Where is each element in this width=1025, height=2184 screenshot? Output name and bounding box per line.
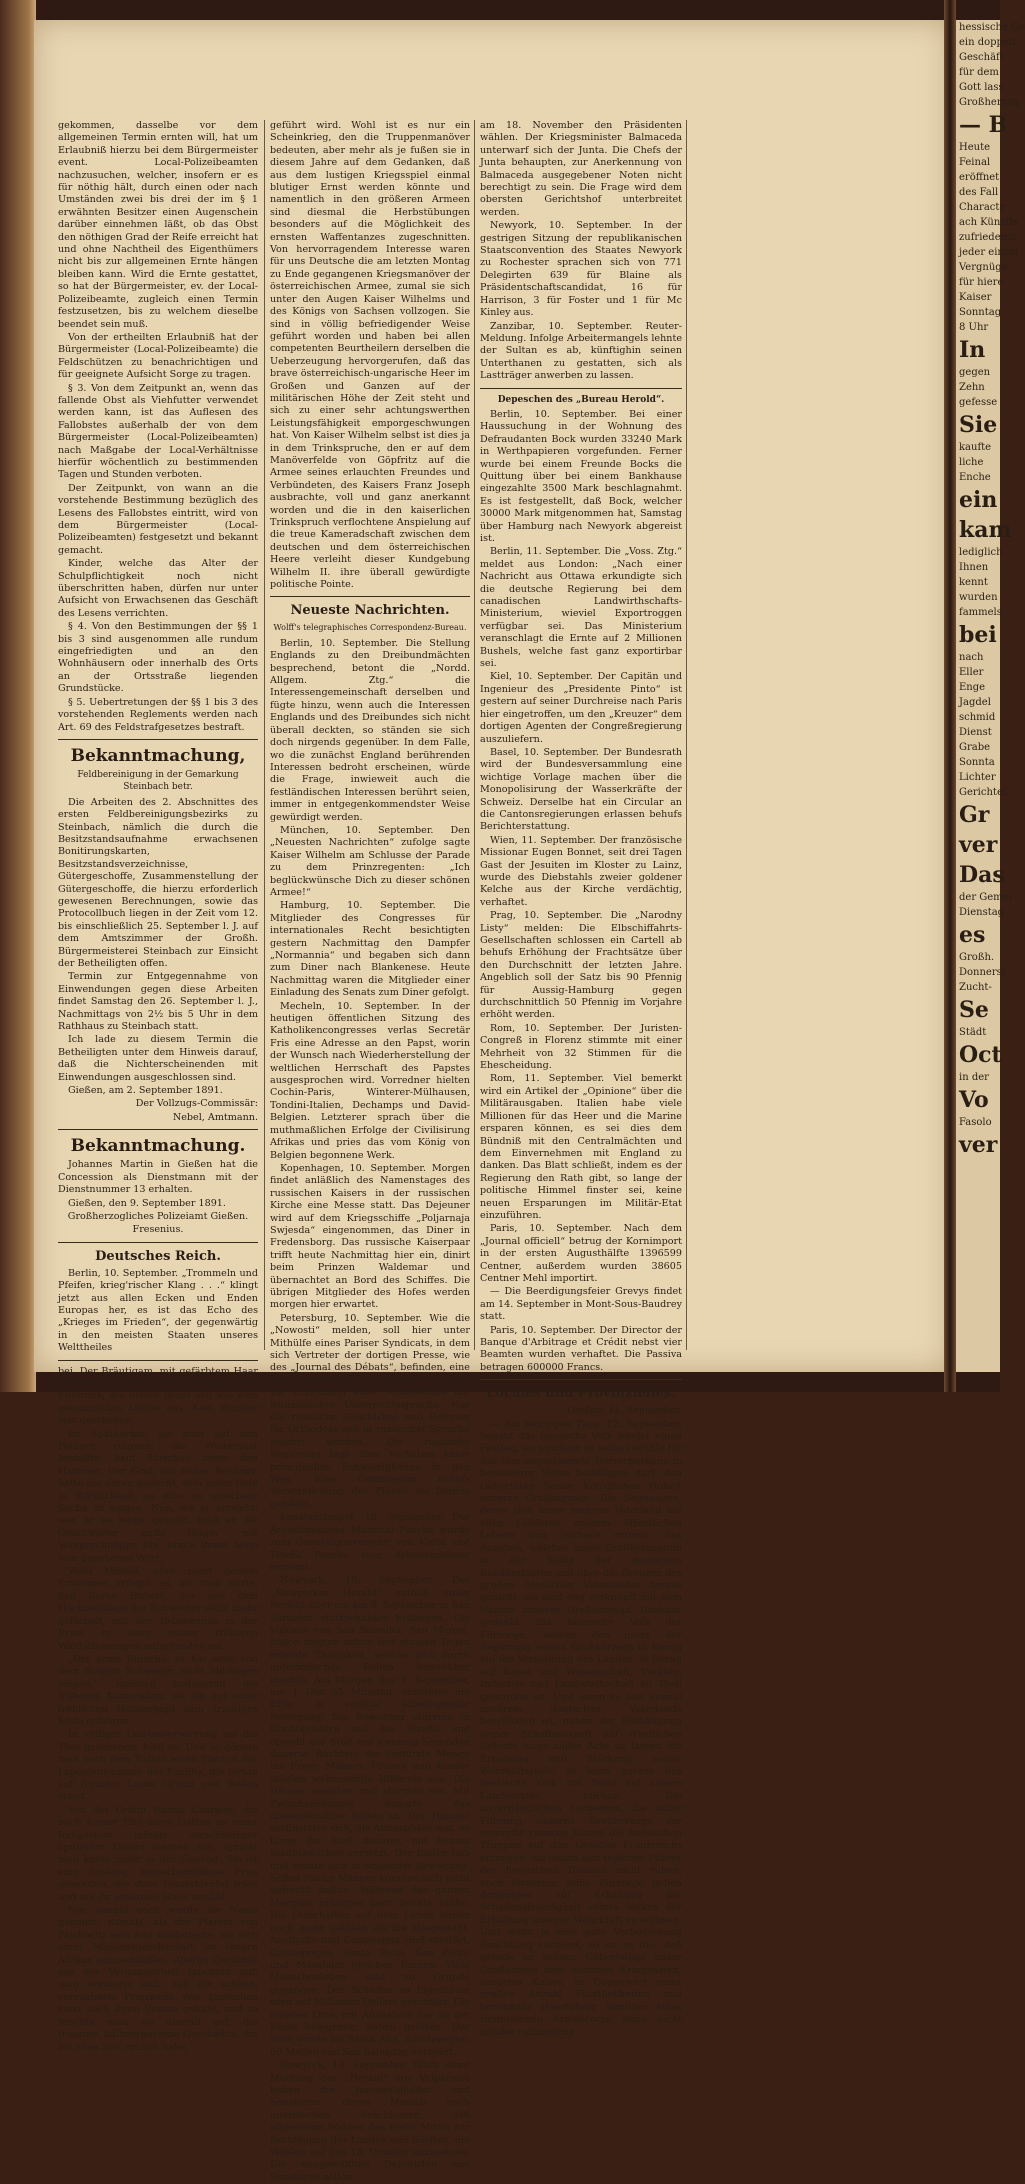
adjacent-page-fragment: Das: [959, 862, 1005, 888]
news-item: Rom, 11. September. Viel bemerkt wird ein Artikel der „Opinione“ über die Militärausgaben. Italien habe viele Millionen für das Heer und die Marine ersparen können, es sei dies dem Bündniß mit den Centralmächten und dem Einvernehmen mit England zu danken. Das Blatt schließt, indem es der Regierung den Rath gibt, so lange der politische Himmel finster sei, keine neuen Ersparungen im Militär-Etat einzuführen.: [480, 1073, 682, 1221]
adjacent-page-fragment: ver: [959, 1132, 998, 1158]
column-2: [270, 120, 470, 2183]
divider: [58, 1129, 258, 1130]
dateline: Gießen, 11. September.: [567, 1405, 682, 1417]
news-item: Berlin, 10. September. Bei einer Haussuchung in der Wohnung des Defraudanten Bock wurden 33240 Mark in Werthpapieren vorgefunden. Ferner wurde bei einem Freunde Bocks die Quittung über bei einem Bankhause eingezahlte 3500 Mark beschlagnahmt. Es ist festgestellt, daß Bock, welcher 30000 Mark mitgenommen hat, Samstag über Hamburg nach Newyork abgereist ist.: [480, 408, 682, 544]
adjacent-page-fragment: Großh.: [959, 952, 995, 963]
adjacent-page-edge: [956, 20, 1025, 1372]
news-item: Zanzibar, 10. September. Reuter-Meldung. Infolge Arbeitermangels lehnte der Sultan es ab, künftighin seinen Unterthanen zu gestatten, sich als Lastträger anwerben zu lassen.: [480, 320, 682, 382]
adjacent-page-fragment: gegen: [959, 367, 991, 378]
column-3: [480, 120, 682, 2038]
dateline: Gießen, den 9. September 1891.: [68, 1197, 226, 1209]
adjacent-page-fragment: Heute: [959, 142, 991, 153]
adjacent-page-fragment: ver: [959, 832, 998, 858]
adjacent-page-fragment: Characte: [959, 202, 1006, 213]
adjacent-page-fragment: für hiere: [959, 277, 1004, 288]
adjacent-page-fragment: hessische Ge: [959, 22, 1025, 33]
paragraph: gekommen, dasselbe vor dem allgemeinen Termin ernten will, hat um Erlaubniß hierzu bei dem Bürgermeister event. Local-Polizeibeamten nachzusuchen, welcher, insofern er es für nöthig hält, durch einen oder nach Umständen zwei bis drei der im § 1 erwähnten Besitzer einen Augenschein darüber einnehmen läßt, ob das Obst den nöthigen Grad der Reife erreicht hat und ohne Nachtheil des Eigenthümers nicht bis zur allgemeinen Ernte hängen bleiben kann. Wird die Ernte gestattet, so hat der Bürgermeister, ev. der Local-Polizeibeamte, zugleich einen Termin festzusetzen, bis zu welchem dieselbe beendet sein muß.: [58, 120, 258, 330]
news-item: Paris, 10. September. Der Director der Banque d'Arbitrage et Crédit nebst vier Beamten wurden verhaftet. Die Passiva betragen 600000 Francs.: [480, 1324, 682, 1373]
adjacent-page-fragment: kennt: [959, 577, 988, 588]
news-item: Mecheln, 10. September. In der heutigen öffentlichen Sitzung des Katholikencongresses verlas Secretär Fris eine Adresse an den Papst, worin der Wunsch nach Wiederherstellung der weltlichen Herrschaft des Papstes ausgesprochen wird. Vorredner hielten Cochin-Paris, Winterer-Mülhausen, Tondini-Italien, Dechamps und David-Belgien. Letzterer sprach über die muthmaßlichen Erfolge der Civilisirung Afrikas und pries das vom König von Belgien begonnene Werk.: [270, 1000, 470, 1161]
news-item: Newyork, 10. September. In der gestrigen Sitzung der republikanischen Staatsconvention des Staates Newyork zu Rochester sprachen sich von 771 Delegirten 639 für Blaine als Präsidentschaftscandidat, 16 für Harrison, 3 für Foster und 1 für Mc Kinley aus.: [480, 220, 682, 319]
page-binding-edge: [0, 0, 36, 1392]
adjacent-page-fragment: Gott lass: [959, 82, 1004, 93]
column-rule: [264, 120, 265, 1350]
divider: [58, 1242, 258, 1243]
adjacent-page-fragment: eröffnet: [959, 172, 1000, 183]
adjacent-page-fragment: — B: [959, 112, 1008, 138]
adjacent-page-fragment: gefesse: [959, 397, 998, 408]
adjacent-page-fragment: lediglich: [959, 547, 1003, 558]
adjacent-page-fragment: Geschäft: [959, 52, 1004, 63]
adjacent-page-fragment: kaufte: [959, 442, 992, 453]
column-1: [58, 120, 258, 2053]
feuilleton-divider: [58, 1360, 258, 1361]
newspaper-page: [34, 20, 950, 2183]
adjacent-page-fragment: Gr: [959, 802, 990, 828]
paragraph: § 3. Von dem Zeitpunkt an, wenn das fallende Obst als Viehfutter verwendet werden kann, ist das Auflesen des Fallobstes außerhalb der von dem Bürgermeister (Local-Polizeibeamten) nach Maßgabe der Local-Verhältnisse hierfür wöchentlich zu bestimmenden Tagen und Stunden verboten.: [58, 382, 258, 481]
section-title: Neueste Nachrichten.: [290, 603, 450, 619]
adjacent-page-fragment: Ihnen: [959, 562, 989, 573]
paragraph: Der Zeitpunkt, von wann an die vorstehende Bestimmung bezüglich des Lesens des Fallobstes eintritt, wird von dem Bürgermeister (Local-Polizeibeamten) festgesetzt und bekannt gemacht.: [58, 482, 258, 556]
adjacent-page-fragment: Eller: [959, 667, 984, 678]
adjacent-page-fragment: des Fall: [959, 187, 999, 198]
adjacent-page-fragment: Sonnta: [959, 757, 995, 768]
adjacent-page-fragment: Oct: [959, 1042, 1002, 1068]
news-item: Konstantinopel, 10. September. Der Arbeitsminister Mahmud Pascha wurde zum Generalgouverneur von Kreta und Tewfik Pascha zum Arbeitsminister ernannt.: [270, 1512, 470, 1573]
dateline: Gießen, am 2. September 1891.: [68, 1085, 223, 1097]
section-title: Locales und Provinzielles.: [486, 1386, 676, 1402]
news-item: Kopenhagen, 10. September. Morgen findet anläßlich des Namenstages des russischen Kaisers in der russischen Kirche eine Messe statt. Das Dejeuner wird auf dem Kriegsschiffe „Poljarnaja Swjesda“ eingenommen, das Diner in Fredensborg. Das russische Kaiserpaar trifft heute Nachmittag hier ein, dinirt beim Prinzen Waldemar und übernachtet an Bord des Schiffes. Die übrigen Mitglieder des Hofes werden morgen hier erwartet.: [270, 1162, 470, 1311]
news-item: Newyork, 10. September. Nach einer Meldung des „Herald“ aus Valparaiso haben die Juntamitglieder und Senatoren, deren Mandat noch unerloschen, beschlossen, daß allgemeine Wahlen das beste Mittel zur Beruhigung des Landes sein dürften, die Wahlen auf den 18. October anzusetzen. Die neugewählten Deputirten und Senatoren sollen: [270, 2060, 470, 2183]
adjacent-page-fragment: ein: [959, 487, 998, 513]
news-item: Berlin, 10. September. Die Stellung Englands zu den Dreibundmächten besprechend, betont die „Nordd. Allgem. Ztg.“ die Interessengemeinschaft derselben und fügte hinzu, wenn auch die Interessen Englands und des Dreibundes sich nicht überall deckten, so ständen sie sich doch nirgends gegenüber. In dem Falle, wo die zunächst England berührenden Interessen bedroht erscheinen, würde die Frage, inwieweit auch die festländischen Interessen berührt seien, immer in entgegenkommendster Weise gewürdigt werden.: [270, 637, 470, 823]
adjacent-page-fragment: ein doppelt: [959, 37, 1017, 48]
adjacent-page-fragment: Zehn: [959, 382, 985, 393]
adjacent-page-fragment: jeder einzel: [959, 247, 1019, 258]
adjacent-page-fragment: kam: [959, 517, 1012, 543]
signature-line: Großherzogliches Polizeiamt Gießen.: [67, 1210, 249, 1222]
signature-name: Fresenius.: [132, 1224, 184, 1236]
paragraph: In völliger Geistesverwirrung sei die That geschehen, hieß es. Und so gönnte man auch dem Todten einen Platz in der Laponienkammer der Familie, die fortan auf fremder Leute Grund und Boden stand.: [58, 1729, 258, 1803]
adjacent-page-fragment: In: [959, 337, 986, 363]
news-item: — Die Beerdigungsfeier Grevys findet am 14. September in Mont-Sous-Baudrey statt.: [480, 1286, 682, 1323]
adjacent-page-fragment: wurden: [959, 592, 998, 603]
adjacent-page-fragment: fammels: [959, 607, 1002, 618]
adjacent-page-fragment: Dienst: [959, 727, 992, 738]
adjacent-page-fragment: der Gemei: [959, 892, 1012, 903]
adjacent-page-fragment: ach Künstle: [959, 217, 1019, 228]
adjacent-page-fragment: Enge: [959, 682, 986, 693]
paragraph: § 5. Uebertretungen der §§ 1 bis 3 des vorstehenden Reglements werden nach Art. 69 des Feldstrafgesetzes bestraft.: [58, 696, 258, 733]
paragraph: Wohl Mitleid, aber nicht gerade Erstaunen erregte es, als man hörte, daß Baron Hubert, der seit dem Hochzeitstage der Schwester nicht mehr gelächelt, mit der Todeswunde in der Brust in einer seiner früheren Waldschonungen aufgefunden sei.: [58, 1566, 258, 1652]
adjacent-page-fragment: Sie: [959, 412, 998, 438]
paragraph: Nur einmal noch wurde ihr Name genannt, damals, als der Pfarrer von Pawlowitz sein Amt niederlegte, um sich einer Missionsgesellschaft im Innern Afrikas anzuschließen. Allerlei Gerüchte aus der Vergangenheit tauchten auf, man erinnerte sich, daß die schöne, verzauberte Prinzessin von Skotschau einst auch ihren Roman gehabt, und so frischte man sie überall auf, die traurige, halbvergessene Geschichte, die ich eben hier erzählt habe.: [58, 1905, 258, 2053]
paragraph: Im Spätherbst, als man auf den Feldern ringsum die Wintersaat bestellte, kam Sfoschau unter den Hammer. Der Graf, ein feiner Rechner, hatte nie daran gedacht, sein gutes Geld in Wirklichkeit an eine so unsichere Sache zu wagen. Nun, wo er erreicht, was er so lange gewollt, hieß er die Geschwister nicht länger mit Versprechungen hin, brach ihnen feige sein gegebenes Wort.: [58, 1428, 258, 1564]
adjacent-page-fragment: es: [959, 922, 986, 948]
announcement-title: Bekanntmachung.: [70, 1136, 246, 1157]
adjacent-page-fragment: Grabe: [959, 742, 991, 753]
adjacent-page-fragment: Vergnüge: [959, 262, 1008, 273]
signature-line: Der Vollzugs-Commissär:: [135, 1098, 258, 1110]
column-rule: [686, 120, 687, 1350]
news-item: Berlin, 11. September. Die „Voss. Ztg.“ meldet aus London: „Nach einer Nachricht aus Ottawa erkundigte sich die deutsche Regierung bei dem canadischen Landwirthschafts-Ministerium, wieviel Exportroggen verfügbar sei. Das Ministerium veranschlagt die Ernte auf 2 Millionen Bushels, welche fast ganz exportirbar sei.: [480, 546, 682, 670]
column-rule: [474, 120, 475, 1350]
adjacent-page-fragment: Enche: [959, 472, 991, 483]
paragraph: Von der ertheilten Erlaubniß hat der Bürgermeister (Local-Polizeibeamte) die Feldschützen zu benachrichtigen und für geeignete Aufsicht Sorge zu tragen.: [58, 331, 258, 381]
adjacent-page-fragment: Fasolo: [959, 1117, 992, 1128]
paragraph: — Am morgigen Tage, 12. September, begeht das hessische Volk wieder einen Festtag, an welchem es seine Gefühle für das ihm angestammte Herrscherhaus in besonderer Weise bethätigen darf: den Geburtstag Seiner Königlichen Hoheit unseres Großherzogs. Die Segnungen, deren sich unser engeres Vaterland auf allen Gebieten unseres öffentlichen Lebens und Wirkens erfreut, das Ansehen, welches unser Großherzogtum in der Reihe der deutschen Bundesstaaten und über die Grenzen des großen deutschen Vaterlandes hinaus genießt, sie sind eng verknüpft mit dem Namen unseres Großherzogs. Dankbar gedenkt das hessische Volk der Fürsorge, welche ihm unter der Regierung seines Großherzogs in Bezug auf die Verwaltung des Landes, in Bezug auf Kunst und Wissenschaft, Verkehr, Industrie und Landwirthschaft zu Theil geworden ist. Und wenn es nun einmal unserem deutschen Vaterlande beschieden ist, neben der Bethätigung seiner Schaffenskraft auf friedlichen Gebiete nicht außer Acht zu lassen die Erhaltung und Stärkung seiner Wehrhaftigkeit, so kann gerade das hessische Volk mit Stolz auf seinen Landesvater blicken. Die unvergänglichen Lorbeeren, die unter Führung unseres Großherzogs vor nunmehr zwanzig Jahren die hessischen Truppen auf den Gefilden Frankreichs errungen, sie lassen den tapferen Führer der hessischen Division nicht ruhen, auch fernerhin seine Fürsorge neben derjenigen auf Erhaltung der Schaffensfreudigkeit seines Volkes der Erhaltung unserer Wehrkraft zu widmen. Und wenn je eine gute Vorbedeutung Beachtung verdient, so ist es die, daß gerade an seinem Geburtstage unser Großherzog dem obersten Kriegsherrn, unserem Kaiser, in Gegenwart einer großen Anzahl Fürstlichkeiten und berühmter Heerführer, inmitten eines ruhmreichen Armeecorps seine nicht minder ruhmreiche: [480, 1418, 682, 2038]
divider: [480, 388, 682, 389]
adjacent-page-fragment: Dienstag: [959, 907, 1005, 918]
paragraph: Kinder, welche das Alter der Schulpflichtigkeit noch nicht überschritten haben, dürfen nur unter Aufsicht von Erwachsenen das Geschäft des Lesens verrichten.: [58, 558, 258, 619]
news-item: München, 10. September. Den „Neuesten Nachrichten“ zufolge sagte Kaiser Wilhelm am Schlusse der Parade zu dem Prinzregenten: „Ich beglückwünsche Dich zu dieser schönen Armee!“: [270, 824, 470, 898]
news-item: Petersburg, 10. September. Wie die „Nowosti“ melden, soll hier unter Mithülfe eines Pariser Syndicats, in dem sich Vertreter der dortigen Presse, wie des „Journal des Débats“, befinden, eine Actien-Gesellschaft gegründet werden zur Errichtung einer Mittelschule mit französischer Unterrichtssprache. Nur die russische Geschichte und Religion für Orthodoxe soll in russischer Sprache gelehrt werden. Die russische Regierung lege dem Vorhaben keine principiellen Schwierigkeiten in den Weg. Eine Commission behufs Verwirklichung des Planes sei bereits gebildet.: [270, 1312, 470, 1510]
adjacent-page-fragment: nach: [959, 652, 984, 663]
news-item: Newyork, 10. September. Der „Newyorker Herald“ enthält einen Bericht über ein am 9. September in San Salvador stattgehabtes Erdbeben. Die Vulcane von San Salvador, San Miguel, Izalco zeigten schon seit einigen Tagen erhöhte Thätigkeit, welche sich durch unterirdisches Rollen bemerkbar machte. Am Morgen des 9. September, um 1 Uhr 55 Minuten, erzitterte die Erde in vertical schwingender Bewegung. Die Bewohner stürzten in Nachtkleidern auf die Straße und obwohl der Stoß nur zwanzig Secunden dauerte, flüchtete die bestürzte Menge ins Freie; Männer, Frauen und Kinder stießen wahnsinnige Hilferufe aus. Die Häuser wankten und stürzten ein. Mit Zwischenräumen dauerte das donnerähnliche Rollen an. Der Himmel verfinsterte sich, die Atmosphäre war, so lange der Stoß dauerte, mit feinem Staubtheilchen versetzt. Der Boden hob und senkte sich in wogender Bewegung. Selbst starke Männer konnten sich nicht aufrecht halten. Während des ganzen Morgens erfolgten noch leichte Stöße. Die Ortschaften auf dem Lande haben noch mehr gelitten als die Hauptstadt. Analquito und Comasagua sind zerstört, Cojutepeque, Santa Tecla, San Pedro und Masahuet gleichen Ruinen. Viele Menschenleben sind zu Grunde gegangen. Der Schaden an Eigenthum wird auf Millionen Dollars geschätzt. Die meisten Orte, mit Ausnahme der an der Küste belegenen, haben gelitten. Der Stoß wurde bis Santa Ana, Sacatepeque, 60 Meilen von San Salvador, verspürt.: [270, 1575, 470, 2058]
adjacent-page-fragment: Donnerst: [959, 967, 1006, 978]
section-subtitle: Wolff's telegraphisches Correspondenz-Bureau.: [273, 623, 467, 633]
section-title: Depeschen des „Bureau Herold“.: [497, 394, 665, 405]
adjacent-page-fragment: Vo: [959, 1087, 989, 1113]
adjacent-page-fragment: Sonntag: [959, 307, 1002, 318]
section-title: Deutsches Reich.: [95, 1248, 221, 1264]
paragraph: Termin zur Entgegennahme von Einwendungen gegen diese Arbeiten findet Samstag den 26. September l. J., Nachmittags von 2½ bis 5 Uhr in dem Rathhaus zu Steinbach statt.: [58, 971, 258, 1033]
divider: [480, 1379, 682, 1380]
adjacent-page-fragment: für dem: [959, 67, 999, 78]
announcement-title: Bekanntmachung,: [70, 745, 246, 766]
adjacent-page-fragment: Jagdel: [959, 697, 991, 708]
paragraph: Die Arbeiten des 2. Abschnittes des ersten Feldbereinigungsbezirks zu Steinbach, nämlich die durch die Besitzstandsaufnahme erwachsenen Bonitirungskarten, Besitzstandsverzeichnisse, Gütergeschoffe, Zusammenstellung der Gütergeschoffe, die hierzu erforderlich gewesenen Berechnungen, sowie das Protocollbuch liegen in der Zeit vom 12. bis einschließlich 25. September l. J. auf dem Amtszimmer der Großh. Bürgermeisterei Steinbach zur Einsicht der Betheiligten offen.: [58, 796, 258, 969]
adjacent-page-fragment: 8 Uhr: [959, 322, 989, 333]
paragraph: am 18. November den Präsidenten wählen. Der Kriegsminister Balmaceda unterwarf sich der Junta. Die Chefs der Junta behaupten, zur Anerkennung von Balmaceda ausgegebener Noten nicht berechtigt zu sein. Die Frage wird dem obersten Gerichtshof unterbreitet werden.: [480, 120, 682, 218]
news-item: Basel, 10. September. Der Bundesrath wird der Bundesversammlung eine wichtige Vorlage machen über die Monopolisirung der Wasserkräfte der Schweiz. Derselbe hat ein Circular an die Cantonsregierungen erlassen behufs Berichterstattung.: [480, 746, 682, 833]
news-item: Rom, 10. September. Der Juristen-Congreß in Florenz stimmte mit einer Mehrheit von 32 Stimmen für die Ehescheidung.: [480, 1022, 682, 1072]
adjacent-page-fragment: zufriedenst: [959, 232, 1017, 243]
paragraph: § 4. Von den Bestimmungen der §§ 1 bis 3 sind ausgenommen alle rundum eingefriedigten und an den Wohnhäusern oder innerhalb des Orts an der Ortsstraße liegenden Grundstücke.: [58, 621, 258, 695]
adjacent-page-fragment: Feinal: [959, 157, 991, 168]
announcement-subtitle: Feldbereinigung in der Gemarkung Steinbach betr.: [77, 769, 239, 793]
adjacent-page-fragment: liche: [959, 457, 984, 468]
signature-name: Nebel, Amtmann.: [172, 1111, 258, 1123]
adjacent-page-fragment: bei: [959, 622, 997, 648]
paragraph: Von der Gräfin Wanda Czarkow, die nach kurzer Ehe ihren Gatten an einer Indigestion infolge verschiedener opulenter Diners sterben sah, spricht man kaum mehr in der Gegend. Sie ist eine finstere, menschenscheue Frau geworden, die stets Trauerkleider trägt und nie ihr einsames Haus verläßt.: [58, 1804, 258, 1903]
paragraph: Johannes Martin in Gießen hat die Concession als Dienstmann mit der Dienstnummer 13 erhalten.: [58, 1159, 258, 1196]
adjacent-page-fragment: Gerichtet: [959, 787, 1007, 798]
paragraph: Ich lade zu diesem Termin die Betheiligten unter dem Hinweis darauf, daß die Nichterscheinenden mit Einwendungen ausgeschlossen sind.: [58, 1034, 258, 1083]
news-item: Wien, 11. September. Der französische Missionar Eugen Bonnet, seit drei Tagen Gast der Jesuiten im Kloster zu Lainz, wurde des Diebstahls zweier goldener Kelche aus der Kirche verdächtig, verhaftet.: [480, 834, 682, 908]
news-item: Hamburg, 10. September. Die Mitglieder des Congresses für internationales Recht besichtigten gestern Nachmittag den Dampfer „Normannia“ und begaben sich dann zum Diner nach Blankenese. Heute Nachmittag waren die Mitglieder einer Einladung des Senats zum Diner gefolgt.: [270, 900, 470, 999]
page-gutter: [944, 0, 956, 1392]
adjacent-page-fragment: Kaiser: [959, 292, 992, 303]
adjacent-page-fragment: Se: [959, 997, 989, 1023]
paragraph: geführt wird. Wohl ist es nur ein Scheinkrieg, den die Truppenmanöver bedeuten, aber mehr als je fußen sie in diesem Jahre auf dem Gedanken, daß aus dem lustigen Kriegsspiel einmal blutiger Ernst werden könnte und namentlich in den größeren Armeen sind diesmal die Herbstübungen besonders auf die Möglichkeit des ernsten Waffentanzes zugeschnitten. Von hervorragendem Interesse waren für uns Deutsche die am letzten Montag zu Ende gegangenen Kriegsmanöver der österreichischen Armee, zumal sie sich unter den Augen Kaiser Wilhelms und des Königs von Sachsen vollzogen. Sie sind in völlig befriedigender Weise geführt worden und haben bei allen competenten Beurtheilern derselben die Ueberzeugung hervorgerufen, daß das brave österreichisch-ungarische Heer im Großen und Ganzen auf der militärischen Höhe der Zeit steht und sich zu einer sehr achtungswerthen Leistungsfähigkeit emporgeschwungen hat. Von Kaiser Wilhelm selbst ist dies ja in dem Trinkspruche, den er auf dem Manöverfelde von Göpfritz auf die Armee seines erlauchten Freundes und Verbündeten, des Kaisers Franz Joseph ausbrachte, voll und ganz anerkannt worden und die in den kaiserlichen Trinkspruch verflochtene Anspielung auf die treue Kameradschaft zwischen dem deutschen und dem österreichischen Heere verleiht dieser Kundgebung Wilhelm II. ihre überall gewürdigte politische Pointe.: [270, 120, 470, 591]
adjacent-page-fragment: Großherzog: [959, 97, 1020, 108]
divider: [58, 739, 258, 740]
paragraph: „Der arme Bursche, er hat wohl von dem filzigen Schwager nicht abhängen mögen,“ meinten bedauernd die früheren Kameraden, als sie auf einer fröhlichen Hühnerjagd sein trauriges Ende erfuhren.: [58, 1653, 258, 1727]
paragraph: bei. Der Bräutigam, mit gefärbtem Haar und Bart, machte einen jugendlichen Eindruck, die blasse Braut sah wie eine geschmückte Leiche aus. Kein Wunder war geschehen.: [58, 1365, 258, 1427]
adjacent-page-fragment: Lichter: [959, 772, 996, 783]
adjacent-page-fragment: schmid: [959, 712, 996, 723]
adjacent-page-fragment: Zucht-: [959, 982, 992, 993]
news-item: Paris, 10. September. Nach dem „Journal officiell“ betrug der Kornimport in der ersten Augusthälfte 1396599 Centner, außerdem wurden 38605 Centner Mehl importirt.: [480, 1223, 682, 1284]
news-item: Prag, 10. September. Die „Narodny Listy“ melden: Die Elbschiffahrts-Gesellschaften schlossen ein Cartell ab behufs Erhöhung der Frachtsätze über den Durchschnitt der letzten Jahre. Angeblich soll der Satz bis 90 Pfennig für Aussig-Hamburg gegen durchschnittlich 50 Pfennig im Vorjahre erhöht werden.: [480, 910, 682, 1021]
adjacent-page-fragment: in der: [959, 1072, 989, 1083]
adjacent-page-fragment: Städt: [959, 1027, 987, 1038]
divider: [270, 596, 470, 597]
paragraph: Berlin, 10. September. „Trommeln und Pfeifen, krieg'rischer Klang . . .“ klingt jetzt aus allen Ecken und Enden Europas her, es ist das Echo des „Krieges im Frieden“, der gegenwärtig in den meisten Staaten unseres Welttheiles: [58, 1267, 258, 1354]
news-item: Kiel, 10. September. Der Capitän und Ingenieur des „Presidente Pinto“ ist gestern auf seiner Durchreise nach Paris hier eingetroffen, um den „Kreuzer“ dem dortigen Agenten der Congreßregierung auszuliefern.: [480, 671, 682, 745]
